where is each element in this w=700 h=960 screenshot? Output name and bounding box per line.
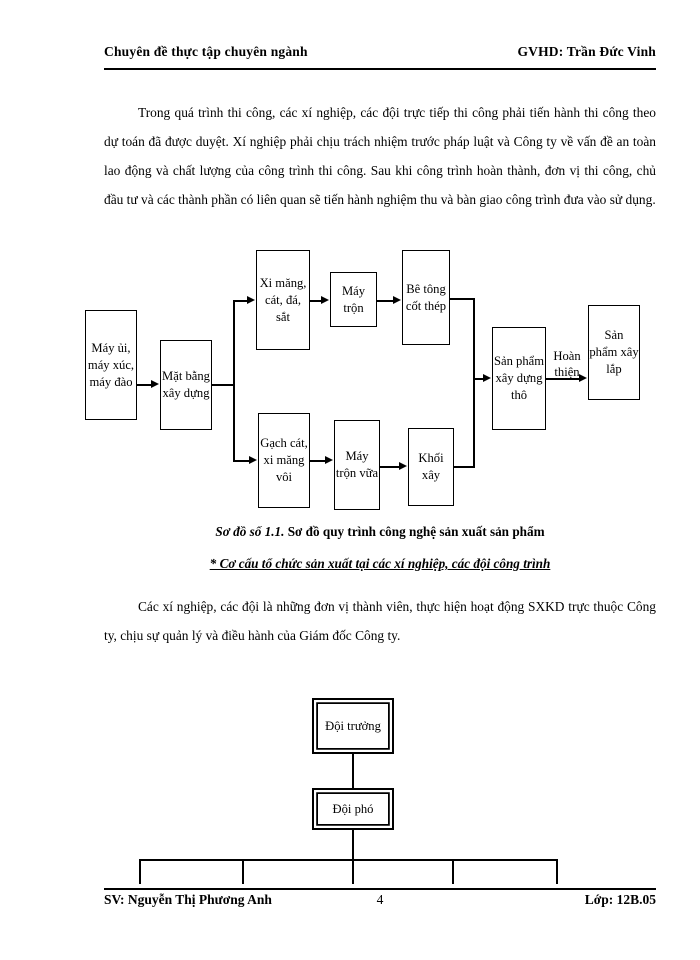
header-right-text: GVHD: Trần Đức Vinh [517,44,656,59]
section-subtitle-text: * Cơ cấu tổ chức sản xuất tại các xí nghiệp, các đội công trình [209,556,551,571]
flow-node-label: Mặt bằng xây dựng [162,369,210,400]
org-node-label: Đội trưởng [325,718,381,733]
org-node-doi-pho [312,788,394,830]
body-paragraph-1: Trong quá trình thi công, các xí nghiệp, các đội trực tiếp thi công phải tiến hành thi công theo dự toán đã được duyệt. Xí nghiệp phải chịu trách nhiệm trước pháp luật và Công ty về vấn đề an toàn lao động và chất lượng của công trình thi công. Sau khi công trình hoàn thành, đơn vị thi công, chủ đầu tư và các thành phần có liên quan sẽ tiến hành nghiệm thu và bàn giao công trình đưa vào sử dụng. [104,105,656,207]
footer-left-text: SV: Nguyễn Thị Phương Anh [104,892,272,907]
flow-node-label: Xi măng, cát, đá, sắt [259,275,307,324]
flow-node-label: Gạch cát, xi măng vôi [260,436,308,484]
header-left-text: Chuyên đề thực tập chuyên ngành [104,44,308,59]
flow-node-label: Bê tông cốt thép [405,281,447,313]
flow-node-label: Sản phẩm xây lắp [589,328,639,376]
flow-node-label: Máy trộn vữa [335,449,379,480]
org-node-doi-truong [312,698,394,754]
page-number: 4 [376,892,384,907]
flow-node-label: Máy ủi, máy xúc, máy đào [87,340,135,389]
footer-divider [104,888,656,890]
figure-caption-text: Sơ đồ quy trình công nghệ sản xuất sản phẩm [284,524,545,539]
flow-edge-label-hoan-thien: Hoàn thiện [553,349,581,379]
flow-node-label: Khối xây [418,451,444,482]
page-footer [104,892,656,908]
footer-right-text: Lớp: 12B.05 [584,892,656,907]
figure-caption-number: Sơ đồ số 1.1. [215,524,285,539]
flow-node-label: Máy trộn [341,283,366,315]
body-paragraph-2: Các xí nghiệp, các đội là những đơn vị thành viên, thực hiện hoạt động SXKD trực thuộc Công ty, chịu sự quản lý và điều hành của Giám đốc Công ty. [104,599,656,643]
org-node-label: Đội phó [332,801,374,816]
flow-node-label: Sản phẩm xây dựng thô [493,354,545,402]
